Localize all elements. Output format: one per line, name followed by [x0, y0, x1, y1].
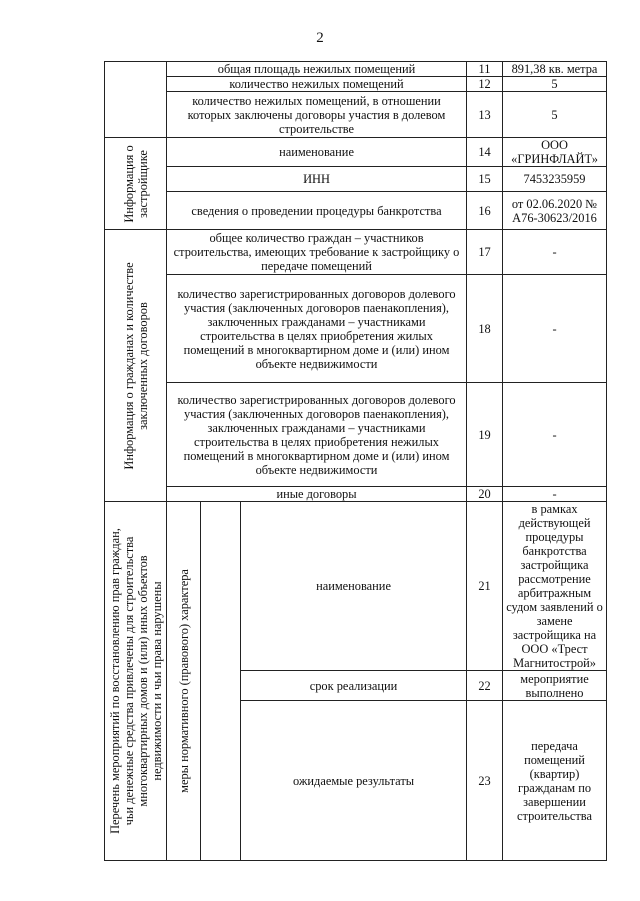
- row-number: 11: [467, 62, 503, 77]
- row-number: 22: [467, 671, 503, 701]
- row-number: 12: [467, 77, 503, 92]
- row-number: 14: [467, 138, 503, 167]
- empty-section-cell: [105, 62, 167, 138]
- row-number: 18: [467, 275, 503, 383]
- row-value: -: [503, 487, 607, 502]
- row-value: в рамках действующей процедуры банкротства застройщика рассмотрение арбитражным судом заявлений о замене застройщика на ООО «Трест Магнитострой»: [503, 502, 607, 671]
- row-value: от 02.06.2020 № А76-30623/2016: [503, 192, 607, 230]
- table-row: [105, 502, 607, 671]
- section-normative-measures: [167, 502, 201, 861]
- row-label: количество зарегистрированных договоров долевого участия (заключенных договоров паенакопления), заключенных гражданами – участниками строительства в целях приобретения жилых помещений в многоквартирном доме и (или) ином объекте недвижимости: [167, 275, 467, 383]
- row-number: 17: [467, 230, 503, 275]
- table-row: [105, 62, 607, 77]
- table-row: [105, 487, 607, 502]
- row-value: -: [503, 383, 607, 487]
- page-number: 2: [316, 30, 324, 46]
- section-citizens-info: [105, 230, 167, 502]
- section-label: Перечень мероприятий по восстановлению прав граждан, чьи денежные средства привлечены для строительства многоквартирных домов и (или) иных объектов недвижимости и чьи права нарушены: [107, 528, 164, 834]
- section-measures-list: [105, 502, 167, 861]
- row-value: 5: [503, 77, 607, 92]
- row-label: ИНН: [167, 167, 467, 192]
- table-row: [105, 192, 607, 230]
- section-label: Информация о гражданах и количестве заключенных договоров: [121, 261, 150, 470]
- table-row: [105, 167, 607, 192]
- row-label: общее количество граждан – участников строительства, имеющих требование к застройщику о передаче помещений: [167, 230, 467, 275]
- table-row: [105, 77, 607, 92]
- row-label: количество нежилых помещений, в отношении которых заключены договоры участия в долевом строительстве: [167, 92, 467, 138]
- row-number: 16: [467, 192, 503, 230]
- section-label: меры нормативного (правового) характера: [176, 569, 191, 793]
- row-label: общая площадь нежилых помещений: [167, 62, 467, 77]
- section-label: Информация о застройщике: [121, 144, 150, 223]
- row-label: сведения о проведении процедуры банкротства: [167, 192, 467, 230]
- row-value: -: [503, 275, 607, 383]
- row-value: мероприятие выполнено: [503, 671, 607, 701]
- empty-cell: [201, 502, 241, 861]
- row-label: наименование: [167, 138, 467, 167]
- row-value: 891,38 кв. метра: [503, 62, 607, 77]
- row-value: -: [503, 230, 607, 275]
- row-value: ООО «ГРИНФЛАЙТ»: [503, 138, 607, 167]
- row-value: передача помещений (квартир) гражданам по завершении строительства: [503, 701, 607, 861]
- row-label: иные договоры: [167, 487, 467, 502]
- table-row: [105, 92, 607, 138]
- row-number: 21: [467, 502, 503, 671]
- table-row: [105, 383, 607, 487]
- row-value: 5: [503, 92, 607, 138]
- section-developer-info: [105, 138, 167, 230]
- row-label: количество нежилых помещений: [167, 77, 467, 92]
- table-row: [105, 138, 607, 167]
- table-row: [105, 275, 607, 383]
- row-number: 20: [467, 487, 503, 502]
- table-row: [105, 230, 607, 275]
- row-value: 7453235959: [503, 167, 607, 192]
- row-number: 23: [467, 701, 503, 861]
- row-label: срок реализации: [241, 671, 467, 701]
- row-number: 13: [467, 92, 503, 138]
- row-number: 19: [467, 383, 503, 487]
- row-label: наименование: [241, 502, 467, 671]
- row-number: 15: [467, 167, 503, 192]
- row-label: количество зарегистрированных договоров долевого участия (заключенных договоров паенакопления), заключенных гражданами – участниками строительства в целях приобретения нежилых помещений в многоквартирном доме и (или) ином объекте недвижимости: [167, 383, 467, 487]
- document-table: [104, 61, 607, 861]
- row-label: ожидаемые результаты: [241, 701, 467, 861]
